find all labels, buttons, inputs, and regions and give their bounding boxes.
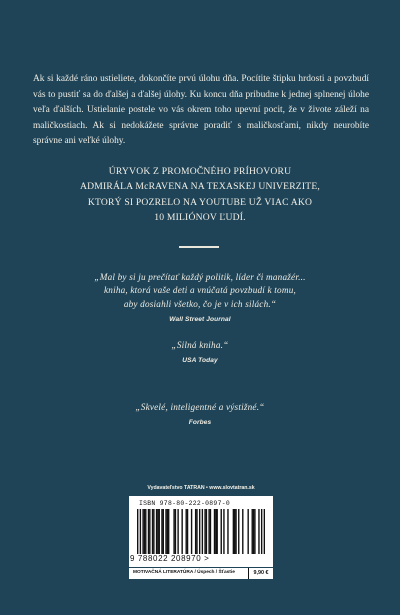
barcode-bar <box>202 509 203 554</box>
barcode-bar <box>204 509 205 554</box>
barcode-bar <box>214 509 215 554</box>
barcode-digits: 9 788022 208970 > <box>130 554 210 563</box>
barcode-bar <box>186 509 187 554</box>
barcode-bar <box>168 509 169 554</box>
barcode-bar <box>247 509 248 554</box>
barcode-bar <box>163 509 164 554</box>
barcode-bar <box>153 509 154 554</box>
quote-line: „Mal by si ju prečítať každý politik, líder či manažér... <box>94 272 306 282</box>
barcode-bar <box>199 509 200 554</box>
review-source: USA Today <box>182 357 218 365</box>
barcode-bar <box>144 509 145 554</box>
barcode-bar <box>258 509 259 554</box>
barcode-bar <box>196 509 197 554</box>
quote-line: kniha, ktorá vaše deti a vnúčatá povzbudí k tomu, <box>104 285 296 296</box>
barcode-bar <box>142 509 143 554</box>
barcode-bar <box>254 509 255 554</box>
barcode-bar <box>264 509 265 554</box>
barcode-bar <box>191 509 192 554</box>
barcode-bar <box>233 509 234 554</box>
barcode-bar <box>149 509 150 554</box>
barcode-bar <box>227 509 228 554</box>
barcode-bar <box>221 509 222 554</box>
barcode-bar <box>215 509 216 554</box>
review-source: Forbes <box>188 419 212 427</box>
quote-line: „Skvelé, inteligentné a výstižné.“ <box>135 402 265 412</box>
barcode-bar <box>216 509 217 554</box>
barcode-bar <box>161 509 162 554</box>
excerpt-line: ÚRYVOK Z PROMOČNÉHO PRÍHOVORU <box>108 166 292 177</box>
barcode-bar <box>152 509 153 554</box>
barcode-bar <box>238 509 239 554</box>
barcode-bar <box>173 509 174 554</box>
barcode-bar <box>187 509 188 554</box>
excerpt-line: ADMIRÁLA McRAVENA NA TEXASKEJ UNIVERZITE, <box>80 181 320 193</box>
barcode-bar <box>157 509 158 554</box>
barcode-bar <box>252 509 253 554</box>
barcode-bar <box>156 509 157 554</box>
barcode-bar <box>261 509 262 554</box>
isbn-label: ISBN 978-80-222-0897-0 <box>139 500 230 507</box>
excerpt-caption <box>40 164 360 226</box>
barcode-bar <box>210 509 211 554</box>
review-quote-text <box>30 271 370 311</box>
review-quote-text <box>30 401 370 414</box>
review-quote-forbes <box>30 401 370 426</box>
quote-line: „Silná kniha.“ <box>171 340 229 350</box>
barcode-bar <box>242 509 243 554</box>
barcode-bar <box>167 509 168 554</box>
excerpt-line: KTORÝ SI POZRELO NA YOUTUBE UŽ VIAC AKO <box>87 196 313 208</box>
barcode-bar <box>140 509 141 554</box>
barcode-bar <box>148 509 149 554</box>
barcode-bar <box>137 509 138 554</box>
barcode-bar <box>195 509 196 554</box>
review-source: Wall Street Journal <box>169 316 231 324</box>
barcode-bar <box>177 509 178 554</box>
quote-line: aby dosiahli všetko, čo je v ich silách.“ <box>123 298 277 309</box>
review-quote-usa-today <box>30 339 370 364</box>
barcode-bar <box>208 509 209 554</box>
barcode-bar <box>206 509 207 554</box>
excerpt-line: 10 MILIÓNOV ĽUDÍ. <box>154 212 246 224</box>
category-label: MOTIVAČNÁ LITERATÚRA / Úspech / Šťastie <box>133 570 235 575</box>
barcode-bar <box>159 509 160 554</box>
barcode-bar <box>181 509 182 554</box>
barcode-icon <box>137 509 265 554</box>
barcode-panel <box>129 496 273 567</box>
barcode-bar <box>165 509 166 554</box>
barcode-bar <box>235 509 236 554</box>
barcode-bar <box>145 509 146 554</box>
publisher-line: Vydavateľstvo TATRAN • www.slovtatran.sk <box>147 485 255 491</box>
barcode-bar <box>253 509 254 554</box>
divider-rule <box>179 246 219 248</box>
review-quote-wsj <box>30 271 370 323</box>
barcode-bar <box>175 509 176 554</box>
review-quote-text <box>30 339 370 352</box>
price-label: 9,90 € <box>248 568 273 579</box>
price-strip <box>129 567 273 579</box>
barcode-bar <box>234 509 235 554</box>
barcode-bar <box>223 509 224 554</box>
intro-paragraph: Ak si každé ráno ustieliete, dokončíte prvú úlohu dňa. Pocítite štipku hrdosti a povzbudí vás to pustiť sa do ďalšej a ďalšej úlohy. Ku koncu dňa pribudne k jednej splnenej úlohe veľa ďalších. Ustielanie postele vo vás okrem toho upevní pocit, že v živote záleží na maličkostiach. Ak si nedokážete správne poradiť s maličkosťami, nikdy neurobíte správne ani veľké úlohy. <box>33 74 369 147</box>
